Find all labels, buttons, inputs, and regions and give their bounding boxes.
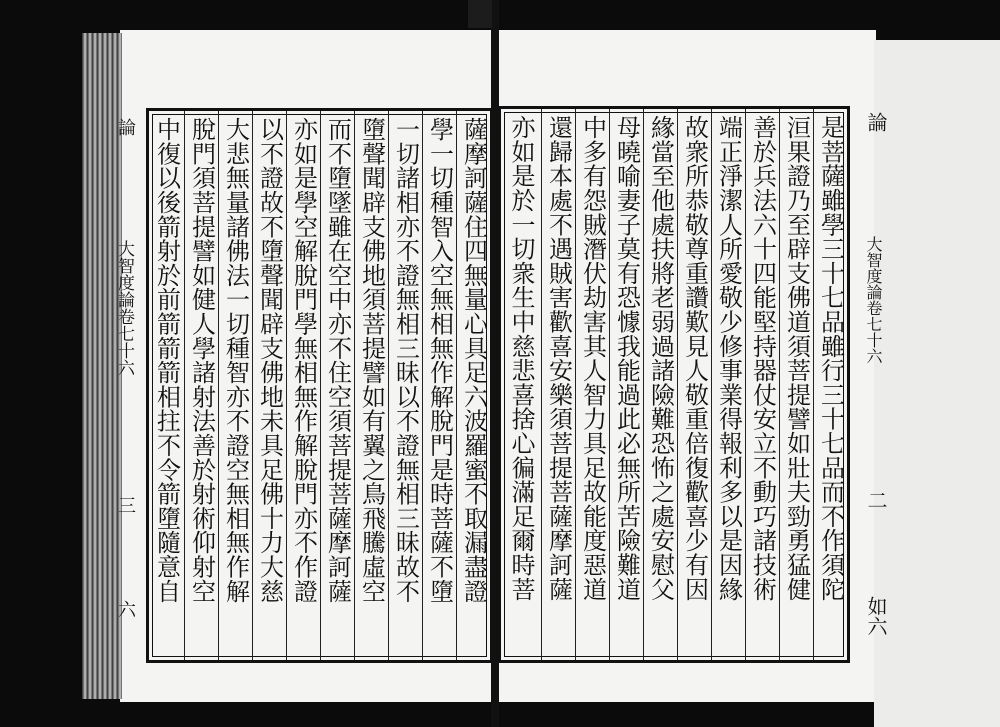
right-margin-label-lun: 論 — [864, 112, 888, 132]
text-column: 亦如是於一切衆生中慈悲喜捨心徧滿足爾時菩 — [507, 115, 535, 601]
margin-label-title: 大智度論卷七十六 — [114, 240, 134, 376]
text-column: 脫門須菩提譬如健人學諸射法善於射術仰射空 — [184, 111, 218, 660]
text-column: 中多有怨賊潛伏劫害其人智力具足故能度惡道 — [575, 109, 609, 660]
left-text-block — [146, 108, 493, 663]
margin-label-page: 三 — [115, 496, 136, 514]
text-column: 墮聲聞辟支佛地須菩提譬如有翼之鳥飛騰虛空 — [354, 111, 388, 660]
right-margin-label-title: 大智度論卷七十六 — [864, 236, 883, 364]
margin-label-lun: 論 — [115, 118, 136, 136]
next-page-edge — [874, 40, 1000, 727]
text-column: 一切諸相亦不證無相三昧以不證無相三昧故不 — [388, 111, 422, 660]
right-margin-label-page: 二 — [864, 490, 888, 510]
right-margin-label-six: 如六 — [864, 596, 888, 636]
text-column: 亦如是學空解脫門學無相無作解脫門亦不作證 — [286, 111, 320, 660]
text-column: 故衆所恭敬尊重讚歎見人敬重倍復歡喜少有因 — [677, 109, 711, 660]
text-column: 洹果證乃至辟支佛道須菩提譬如壯夫勁勇猛健 — [779, 109, 813, 660]
text-column: 緣當至他處扶將老弱過諸險難恐怖之處安慰父 — [643, 109, 677, 660]
text-column: 還歸本處不遇賊害歡喜安樂須菩提菩薩摩訶薩 — [541, 109, 575, 660]
text-column: 而不墮墜雖在空中亦不住空須菩提菩薩摩訶薩 — [320, 111, 354, 660]
text-column: 善於兵法六十四能堅持器仗安立不動巧諸技術 — [745, 109, 779, 660]
text-column: 端正淨潔人所愛敬少修事業得報利多以是因緣 — [711, 109, 745, 660]
text-column: 中復以後箭射於前箭箭箭相拄不令箭墮隨意自 — [152, 117, 181, 603]
right-text-block — [498, 106, 850, 663]
text-column: 大悲無量諸佛法一切種智亦不證空無相無作解 — [218, 111, 252, 660]
bookmark-ribbon — [468, 0, 492, 28]
text-column: 是菩薩雖學三十七品雖行三十七品而不作須陀 — [813, 109, 847, 660]
text-column: 薩摩訶薩住四無量心具足六波羅蜜不取漏盡證 — [456, 111, 490, 660]
text-column: 以不證故不墮聲聞辟支佛地未具足佛十力大慈 — [252, 111, 286, 660]
text-column: 學一切種智入空無相無作解脫門是時菩薩不墮 — [422, 111, 456, 660]
margin-label-six: 六 — [115, 600, 136, 618]
text-column: 母曉喻妻子莫有恐懅我能過此必無所苦險難道 — [609, 109, 643, 660]
